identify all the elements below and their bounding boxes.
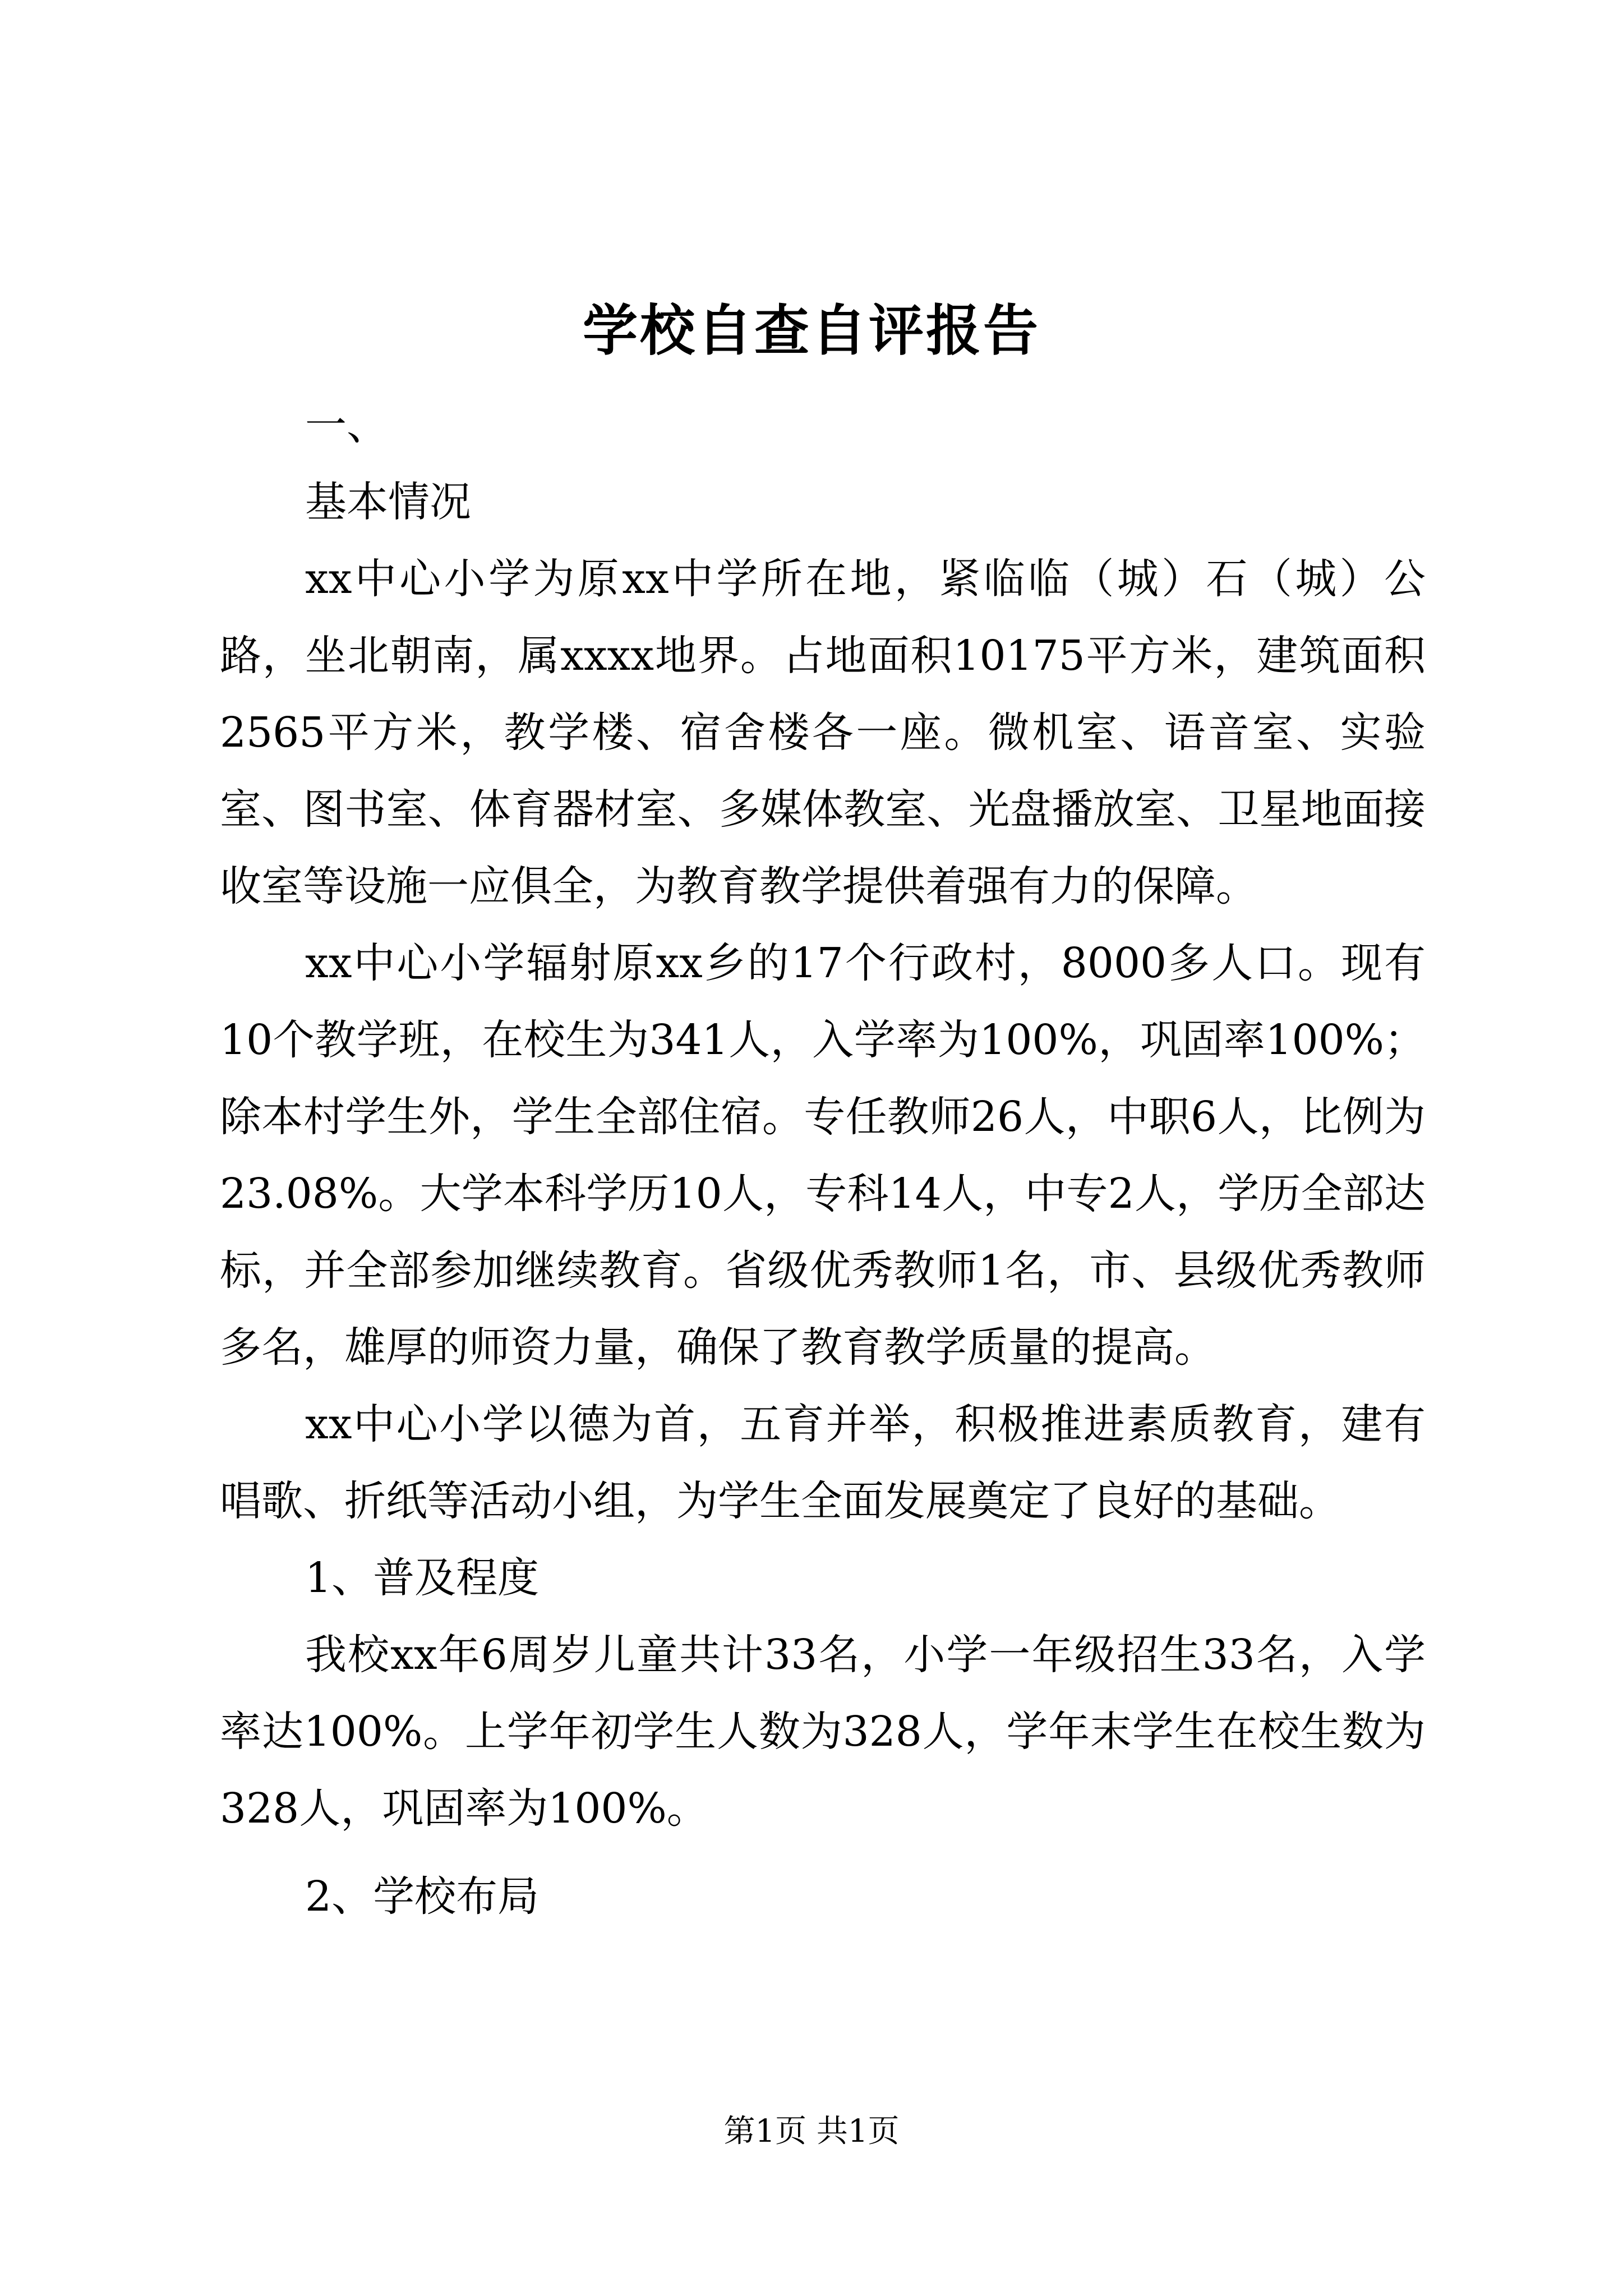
subsection-2-title: 2、学校布局 — [305, 1872, 540, 1921]
section-number: 一、 — [305, 401, 388, 449]
paragraph-quality-education: xx中心小学以德为首，五育并举，积极推进素质教育，建有唱歌、折纸等活动小组，为学生全面发展奠定了良好的基础。 — [220, 1400, 1426, 1525]
page-footer: 第1页 共1页 — [723, 2113, 900, 2150]
paragraph-staff-students: xx中心小学辐射原xx乡的17个行政村，8000多人口。现有10个教学班，在校生为341人，入学率为100%，巩固率100%；除本村学生外，学生全部住宿。专任教师26人，中职6人，比例为23.08%。大学本科学历10人，专科14人，中专2人，学历全部达标，并全部参加继续教育。省级优秀教师1名，市、县级优秀教师多名，雄厚的师资力量，确保了教育教学质量的提高。 — [220, 939, 1426, 1372]
subsection-1-text: 我校xx年6周岁儿童共计33名，小学一年级招生33名，入学率达100%。上学年初学生人数为328人，学年末学生在校生数为328人，巩固率为100%。 — [220, 1631, 1426, 1833]
document-title: 学校自查自评报告 — [582, 298, 1040, 363]
document-body — [220, 387, 1426, 1935]
section-title: 基本情况 — [305, 478, 471, 526]
subsection-1-title: 1、普及程度 — [305, 1554, 540, 1602]
paragraph-school-overview: xx中心小学为原xx中学所在地，紧临临（城）石（城）公路，坐北朝南，属xxxx地界。占地面积10175平方米，建筑面积2565平方米，教学楼、宿舍楼各一座。微机室、语音室、实验室、图书室、体育器材室、多媒体教室、光盘播放室、卫星地面接收室等设施一应俱全，为教育教学提供着强有力的保障。 — [220, 555, 1426, 910]
